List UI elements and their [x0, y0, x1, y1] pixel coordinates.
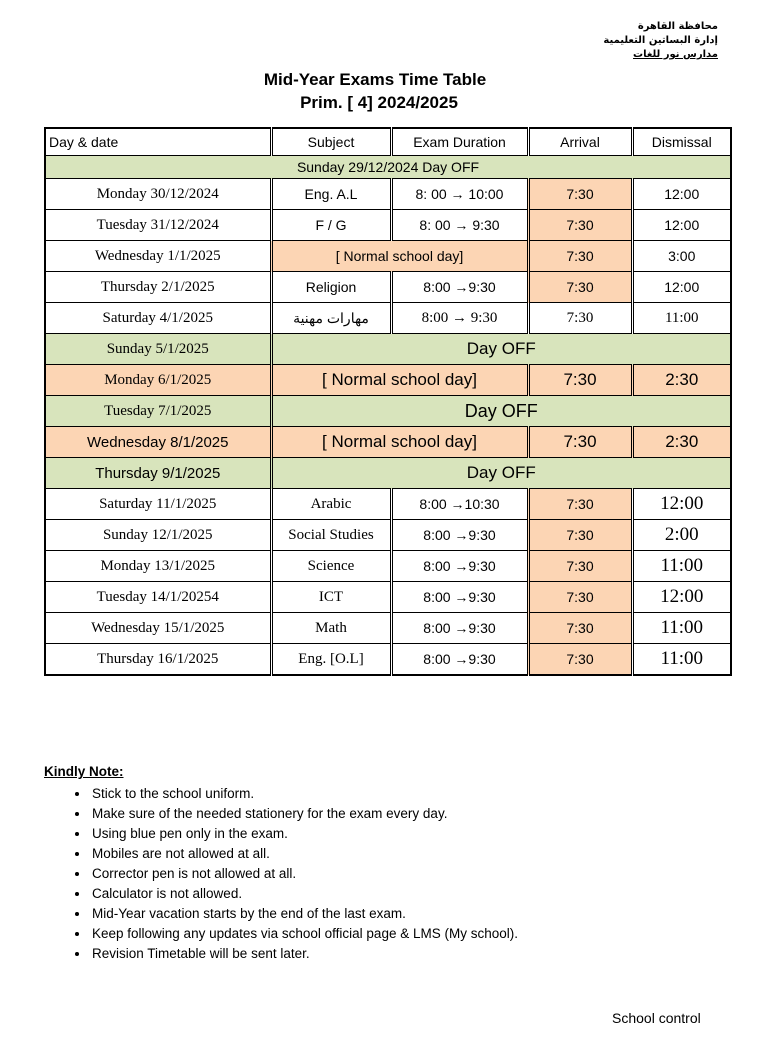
arrival-cell: 7:30 [528, 303, 632, 334]
day-off-cell: Day OFF [271, 334, 731, 365]
column-header-day: Day & date [45, 128, 271, 156]
dismissal-cell: 12:00 [632, 210, 731, 241]
table-row [45, 334, 731, 365]
note-item: • Make sure of the needed stationery for the exam every day. [90, 804, 518, 824]
column-header-duration: Exam Duration [391, 128, 528, 156]
day-date-cell: Thursday 9/1/2025 [45, 458, 271, 489]
note-item: • Mobiles are not allowed at all. [90, 844, 518, 864]
day-date-cell: Sunday 5/1/2025 [45, 334, 271, 365]
day-date-cell: Wednesday 15/1/2025 [45, 613, 271, 644]
arrival-cell: 7:30 [528, 210, 632, 241]
table-row [45, 458, 731, 489]
table-row [45, 241, 731, 272]
day-date-cell: Saturday 11/1/2025 [45, 489, 271, 520]
arrival-cell: 7:30 [528, 489, 632, 520]
subject-cell: Eng. [O.L] [271, 644, 391, 676]
day-date-cell: Saturday 4/1/2025 [45, 303, 271, 334]
dismissal-cell: 11:00 [632, 644, 731, 676]
table-row [45, 613, 731, 644]
arrival-cell: 7:30 [528, 551, 632, 582]
title-line-1: Mid-Year Exams Time Table [263, 70, 487, 89]
day-date-cell: Wednesday 8/1/2025 [45, 427, 271, 458]
table-row [45, 551, 731, 582]
governorate-label: محافظة القاهرة [637, 21, 718, 32]
column-header-dismissal: Dismissal [632, 128, 731, 156]
sunday-off-row: Sunday 29/12/2024 Day OFF [45, 156, 731, 179]
normal-day-cell: [ Normal school day] [271, 365, 528, 396]
arrival-cell: 7:30 [528, 427, 632, 458]
note-item: • Keep following any updates via school official page & LMS (My school). [90, 924, 518, 944]
day-date-cell: Tuesday 7/1/2025 [45, 396, 271, 427]
table-row [45, 272, 731, 303]
dismissal-cell: 12:00 [632, 179, 731, 210]
table-row [45, 179, 731, 210]
duration-cell: 8:00 →9:30 [391, 272, 528, 303]
dismissal-cell: 11:00 [632, 551, 731, 582]
day-date-cell: Tuesday 31/12/2024 [45, 210, 271, 241]
arrival-cell: 7:30 [528, 613, 632, 644]
note-item: • Corrector pen is not allowed at all. [90, 864, 518, 884]
dismissal-cell: 2:00 [632, 520, 731, 551]
dismissal-cell: 11:00 [632, 303, 731, 334]
table-row [45, 210, 731, 241]
table-row [45, 303, 731, 334]
subject-cell: Eng. A.L [271, 179, 391, 210]
subject-cell: Math [271, 613, 391, 644]
column-header-subject: Subject [271, 128, 391, 156]
note-item: • Using blue pen only in the exam. [90, 824, 518, 844]
notes-list [44, 784, 518, 964]
notes-heading: Kindly Note: [44, 764, 124, 779]
duration-cell: 8:00 →9:30 [391, 613, 528, 644]
duration-cell: 8:00 →9:30 [391, 520, 528, 551]
normal-day-cell: [ Normal school day] [271, 427, 528, 458]
dismissal-cell: 2:30 [632, 427, 731, 458]
note-item: • Mid-Year vacation starts by the end of the last exam. [90, 904, 518, 924]
arabic-header [603, 20, 718, 62]
arrival-cell: 7:30 [528, 241, 632, 272]
day-date-cell: Monday 13/1/2025 [45, 551, 271, 582]
column-header-arrival: Arrival [528, 128, 632, 156]
table-row [45, 489, 731, 520]
note-item: • Calculator is not allowed. [90, 884, 518, 904]
subject-cell: مهارات مهنية [271, 303, 391, 334]
table-row [45, 156, 731, 179]
subject-cell: Science [271, 551, 391, 582]
table-row [45, 396, 731, 427]
notes-section [44, 762, 518, 964]
table-row [45, 427, 731, 458]
dismissal-cell: 12:00 [632, 272, 731, 303]
dismissal-cell: 12:00 [632, 582, 731, 613]
day-date-cell: Wednesday 1/1/2025 [45, 241, 271, 272]
duration-cell: 8:00 →9:30 [391, 551, 528, 582]
normal-day-cell: [ Normal school day] [271, 241, 528, 272]
duration-cell: 8: 00 → 9:30 [391, 210, 528, 241]
subject-cell: ICT [271, 582, 391, 613]
table-row [45, 644, 731, 676]
note-item: • Stick to the school uniform. [90, 784, 518, 804]
duration-cell: 8: 00 → 10:00 [391, 179, 528, 210]
arrival-cell: 7:30 [528, 365, 632, 396]
day-date-cell: Thursday 16/1/2025 [45, 644, 271, 676]
administration-label: إدارة البساتين التعليمية [603, 35, 718, 46]
dismissal-cell: 3:00 [632, 241, 731, 272]
arrival-cell: 7:30 [528, 520, 632, 551]
page-title [0, 68, 758, 114]
note-item: • Revision Timetable will be sent later. [90, 944, 518, 964]
subject-cell: F / G [271, 210, 391, 241]
arrival-cell: 7:30 [528, 179, 632, 210]
footer-signature: School control [612, 1010, 701, 1026]
day-date-cell: Tuesday 14/1/20254 [45, 582, 271, 613]
title-line-2: Prim. [ 4] 2024/2025 [300, 93, 458, 112]
table-row [45, 520, 731, 551]
arrival-cell: 7:30 [528, 272, 632, 303]
table-row [45, 365, 731, 396]
timetable [44, 127, 732, 676]
subject-cell: Arabic [271, 489, 391, 520]
arrival-cell: 7:30 [528, 644, 632, 676]
school-name: مدارس نور للغات [633, 49, 718, 60]
day-off-cell: Day OFF [271, 396, 731, 427]
day-date-cell: Thursday 2/1/2025 [45, 272, 271, 303]
dismissal-cell: 11:00 [632, 613, 731, 644]
subject-cell: Religion [271, 272, 391, 303]
subject-cell: Social Studies [271, 520, 391, 551]
duration-cell: 8:00 →9:30 [391, 582, 528, 613]
duration-cell: 8:00 → 9:30 [391, 303, 528, 334]
duration-cell: 8:00 →10:30 [391, 489, 528, 520]
arrival-cell: 7:30 [528, 582, 632, 613]
dismissal-cell: 12:00 [632, 489, 731, 520]
day-date-cell: Monday 6/1/2025 [45, 365, 271, 396]
day-date-cell: Sunday 12/1/2025 [45, 520, 271, 551]
day-date-cell: Monday 30/12/2024 [45, 179, 271, 210]
table-header-row [45, 128, 731, 156]
day-off-cell: Day OFF [271, 458, 731, 489]
dismissal-cell: 2:30 [632, 365, 731, 396]
table-row [45, 582, 731, 613]
duration-cell: 8:00 →9:30 [391, 644, 528, 676]
